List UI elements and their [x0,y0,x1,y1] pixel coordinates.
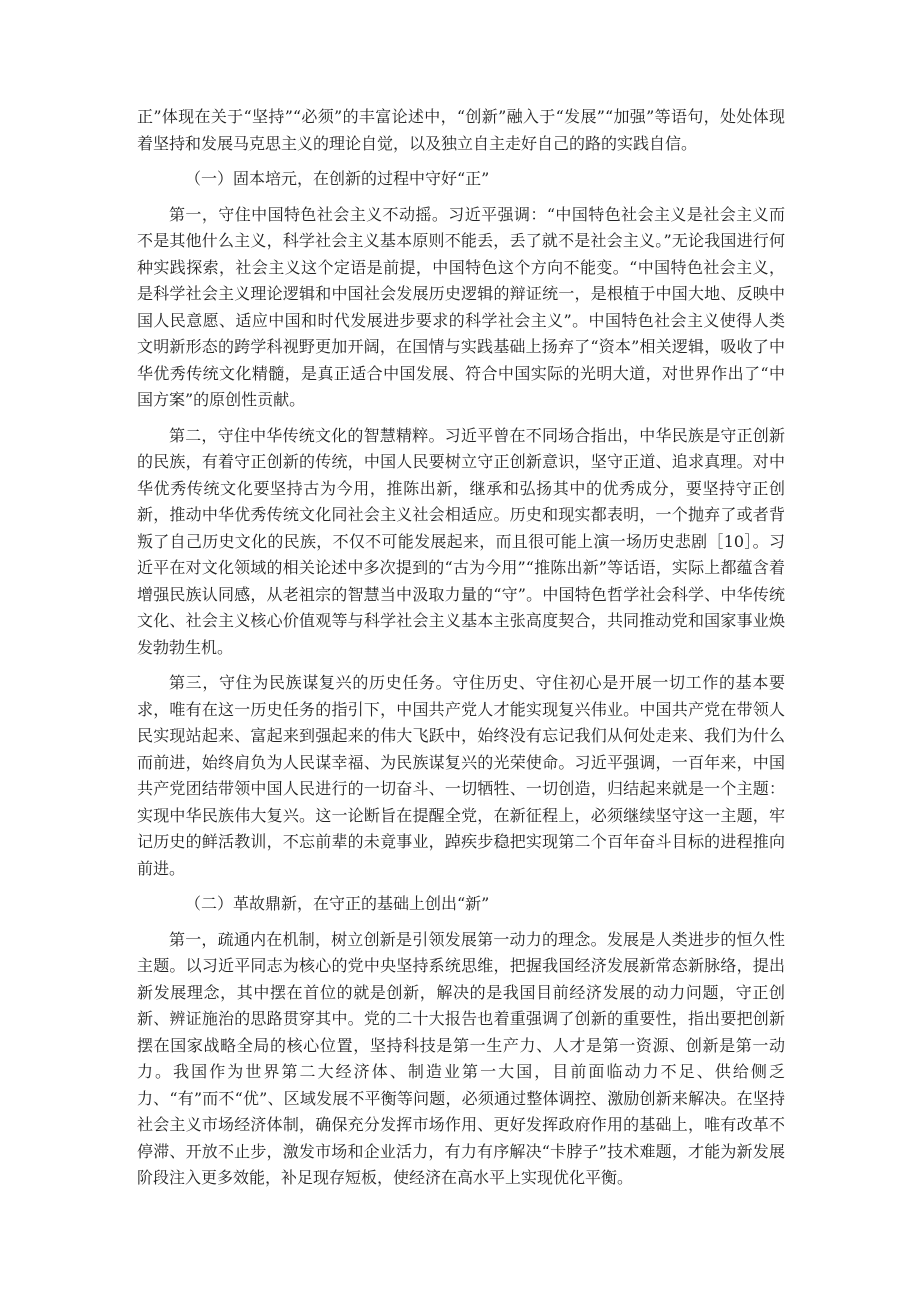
document-page [137,104,785,1201]
paragraph-continuation: 正”体现在关于“坚持”“必须”的丰富论述中，“创新”融入于“发展”“加强”等语句，处处体现着坚持和发展马克思主义的理论自觉，以及独立自主走好自己的路的实践自信。 [137,107,785,153]
paragraph-1-1: 第一，守住中国特色社会主义不动摇。习近平强调：“中国特色社会主义是社会主义而不是其他什么主义，科学社会主义基本原则不能丢，丢了就不是社会主义。”无论我国进行何种实践探索，社会主义这个定语是前提，中国特色这个方向不能变。“中国特色社会主义，是科学社会主义理论逻辑和中国社会发展历史逻辑的辩证统一，是根植于中国大地、反映中国人民意愿、适应中国和时代发展进步要求的科学社会主义”。中国特色社会主义使得人类文明新形态的跨学科视野更加开阔，在国情与实践基础上扬弃了“资本”相关逻辑，吸收了中华优秀传统文化精髓，是真正适合中国发展、符合中国实际的光明大道，对世界作出了“中国方案”的原创性贡献。 [137,204,785,409]
paragraph-1-3: 第三，守住为民族谋复兴的历史任务。守住历史、守住初心是开展一切工作的基本要求，唯有在这一历史任务的指引下，中国共产党人才能实现复兴伟业。中国共产党在带领人民实现站起来、富起来到强起来的伟大飞跃中，始终没有忘记我们从何处走来、我们为什么而前进，始终肩负为人民谋幸福、为民族谋复兴的光荣使命。习近平强调，一百年来，中国共产党团结带领中国人民进行的一切奋斗、一切牺牲、一切创造，归结起来就是一个主题：实现中华民族伟大复兴。这一论断旨在提醒全党，在新征程上，必须继续坚守这一主题，牢记历史的鲜活教训，不忘前辈的未竟事业，踔疾步稳把实现第二个百年奋斗目标的进程推向前进。 [137,673,785,878]
section-heading-2: （二）革故鼎新，在守正的基础上创出“新” [185,894,490,913]
paragraph-1-2: 第二，守住中华传统文化的智慧精粹。习近平曾在不同场合指出，中华民族是守正创新的民族，有着守正创新的传统，中国人民要树立守正创新意识，坚守正道、追求真理。对中华优秀传统文化要坚持古为今用，推陈出新，继承和弘扬其中的优秀成分，要坚持守正创新，推动中华优秀传统文化同社会主义社会相适应。历史和现实都表明，一个抛弃了或者背叛了自己历史文化的民族，不仅不可能发展起来，而且很可能上演一场历史悲剧［10］。习近平在对文化领域的相关论述中多次提到的“古为今用”“推陈出新”等话语，实际上都蕴含着增强民族认同感，从老祖宗的智慧当中汲取力量的“守”。中国特色哲学社会科学、中华传统文化、社会主义核心价值观等与科学社会主义基本主张高度契合，共同推动党和国家事业焕发勃勃生机。 [137,425,785,657]
section-heading-1: （一）固本培元，在创新的过程中守好“正” [185,169,490,188]
paragraph-2-1: 第一，疏通内在机制，树立创新是引领发展第一动力的理念。发展是人类进步的恒久性主题。以习近平同志为核心的党中央坚持系统思维，把握我国经济发展新常态新脉络，提出新发展理念，其中摆在首位的就是创新，解决的是我国目前经济发展的动力问题，守正创新、辨证施治的思路贯穿其中。党的二十大报告也着重强调了创新的重要性，指出要把创新摆在国家战略全局的核心位置，坚持科技是第一生产力、人才是第一资源、创新是第一动力。我国作为世界第二大经济体、制造业第一大国，目前面临动力不足、供给侧乏力、“有”而不“优”、区域发展不平衡等问题，必须通过整体调控、激励创新来解决。在坚持社会主义市场经济体制，确保充分发挥市场作用、更好发挥政府作用的基础上，唯有改革不停滞、开放不止步，激发市场和企业活力，有力有序解决“卡脖子”技术难题，才能为新发展阶段注入更多效能，补足现存短板，使经济在高水平上实现优化平衡。 [137,929,785,1187]
